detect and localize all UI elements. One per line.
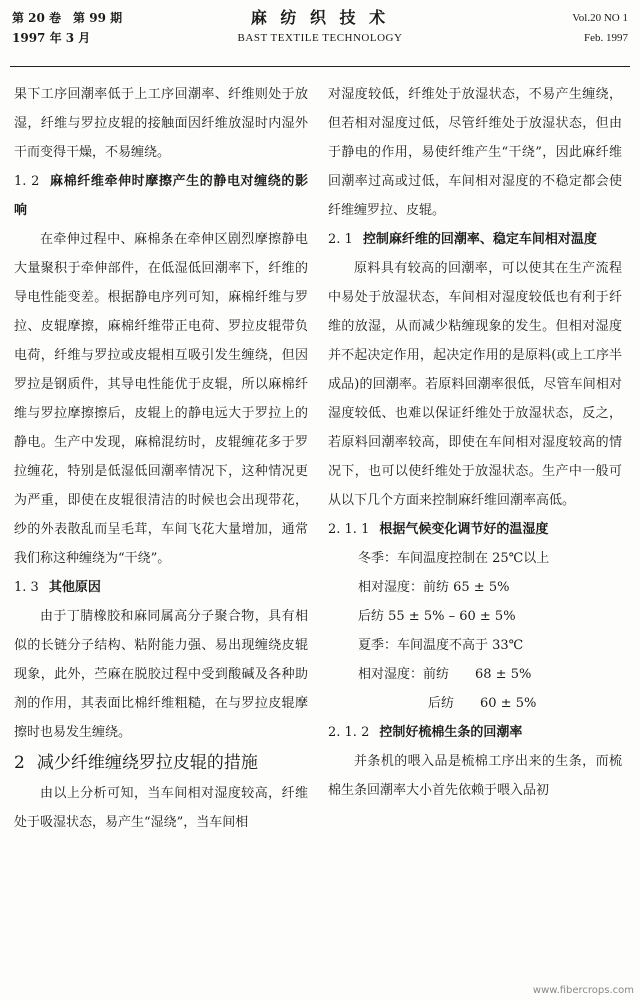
spec-line: 相对湿度：前纺 65 ± 5% bbox=[358, 580, 510, 595]
section-number: 1. 2 bbox=[14, 174, 40, 189]
section-number: 2. 1. 1 bbox=[328, 522, 370, 537]
paragraph: 果下工序回潮率低于上工序回潮率、纤维则处于放湿，纤维与罗拉皮辊的接触面因纤维放湿时内湿外干而变得干燥，不易缠绕。 bbox=[14, 87, 308, 160]
spec-line: 后纺 55 ± 5% – 60 ± 5% bbox=[358, 609, 516, 624]
paragraph: 由以上分析可知，当车间相对湿度较高，纤维处于吸湿状态，易产生“湿绕”，当车间相 bbox=[14, 786, 308, 830]
spec-line: 相对湿度：前纺 68 ± 5% bbox=[358, 667, 532, 682]
section-heading-1-2 bbox=[14, 167, 308, 225]
section-title: 减少纤维缠绕罗拉皮辊的措施 bbox=[36, 753, 258, 773]
right-column bbox=[328, 80, 622, 805]
journal-title-cn: 麻 纺 织 技 术 bbox=[250, 8, 390, 27]
journal-title bbox=[0, 6, 640, 46]
paragraph: 并条机的喂入品是梳棉工序出来的生条，而梳棉生条回潮率大小首先依赖于喂入品初 bbox=[328, 754, 622, 798]
issue-info-en bbox=[572, 8, 628, 48]
header-rule bbox=[10, 66, 630, 67]
paragraph: 对湿度较低，纤维处于放湿状态，不易产生缠绕，但若相对湿度过低，尽管纤维处于放湿状态，但由于静电的作用，易使纤维产生“干绕”，因此麻纤维回潮率过高或过低，车间相对湿度的不稳定都会使纤维缠罗拉、皮辊。 bbox=[328, 87, 622, 218]
section-heading-2-1 bbox=[328, 225, 622, 254]
section-number: 2. 1 bbox=[328, 232, 353, 247]
section-title: 控制好梳棉生条的回潮率 bbox=[379, 725, 523, 740]
volume-issue: 第 20 卷 第 99 期 bbox=[12, 11, 123, 25]
section-number: 1. 3 bbox=[14, 580, 39, 595]
paragraph: 由于丁腈橡胶和麻同属高分子聚合物，具有相似的长链分子结构、粘附能力强、易出现缠绕皮辊现象，此外，苎麻在脱胶过程中受到酸碱及各种助剂的作用，其表面比棉纤维粗糙，在与罗拉皮辊摩擦时也易发生缠绕。 bbox=[14, 609, 308, 740]
paragraph: 在牵伸过程中、麻棉条在牵伸区剧烈摩擦静电大量聚积于牵伸部件，在低湿低回潮率下，纤维的导电性能变差。根据静电序列可知，麻棉纤维与罗拉、皮辊摩擦，麻棉纤维带正电荷、罗拉皮辊带负电荷，纤维与罗拉或皮辊相互吸引发生缠绕，但因罗拉是钢质件，其导电性能优于皮辊，所以麻棉纤维与罗拉摩擦擦后，皮辊上的静电远大于罗拉上的静电。生产中发现，麻棉混纺时，皮辊缠花多于罗拉缠花，特别是低湿低回潮率情况下，这种情况更为严重，即使在皮辊很清洁的时候也会出现带花，纱的外表散乱而呈毛茸，车间飞花大量增加，通常我们称这种缠绕为“干绕”。 bbox=[14, 232, 308, 566]
watermark: www.fibercrops.com bbox=[532, 985, 634, 996]
journal-title-en: BAST TEXTILE TECHNOLOGY bbox=[237, 32, 403, 44]
section-number: 2. 1. 2 bbox=[328, 725, 370, 740]
volume-en: Vol.20 NO 1 bbox=[572, 12, 628, 24]
section-heading-2-1-1 bbox=[328, 515, 622, 544]
section-title: 其他原因 bbox=[48, 580, 101, 595]
issue-date: 1997 年 3 月 bbox=[12, 31, 91, 45]
section-heading-1-3 bbox=[14, 573, 308, 602]
section-heading-2 bbox=[14, 747, 308, 779]
section-title: 根据气候变化调节好的温湿度 bbox=[379, 522, 549, 537]
page-header bbox=[0, 0, 640, 70]
section-title: 麻棉纤维牵伸时摩擦产生的静电对缠绕的影响 bbox=[14, 174, 308, 218]
left-column bbox=[14, 80, 308, 837]
section-heading-2-1-2 bbox=[328, 718, 622, 747]
spec-line: 夏季：车间温度不高于 33℃ bbox=[358, 638, 524, 653]
spec-line: 冬季：车间温度控制在 25℃以上 bbox=[358, 551, 550, 566]
section-number: 2 bbox=[14, 753, 25, 773]
spec-line: 后纺 60 ± 5% bbox=[428, 696, 537, 711]
date-en: Feb. 1997 bbox=[584, 32, 628, 44]
paragraph: 原料具有较高的回潮率，可以使其在生产流程中易处于放湿状态，车间相对湿度较低也有利于纤维的放湿，从而减少粘缠现象的发生。但相对湿度并不起决定作用，起决定作用的是原料(或上工序半成品)的回潮率。若原料回潮率很低，尽管车间相对湿度较低、也难以保证纤维处于放湿状态，反之，若原料回潮率较高，即使在车间相对湿度较高的情况下，也可以使纤维处于放湿状态。生产中一般可从以下几个方面来控制麻纤维回潮率高低。 bbox=[328, 261, 622, 508]
section-title: 控制麻纤维的回潮率、稳定车间相对温度 bbox=[362, 232, 597, 247]
